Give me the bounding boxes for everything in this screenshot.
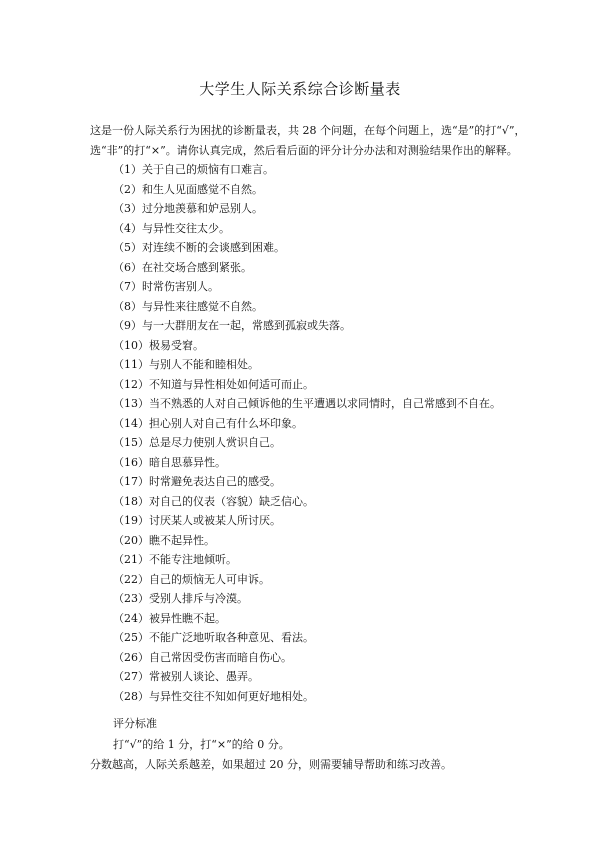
question-number: （7） bbox=[113, 280, 142, 293]
question-number: （3） bbox=[113, 202, 142, 215]
question-item bbox=[113, 472, 543, 492]
intro-paragraph: 这是一份人际关系行为困扰的诊断量表，共 28 个问题，在每个问题上，选“是”的打“√”，选“非”的打“×”。请你认真完成，然后看后面的评分计分办法和对测验结果作出的解释。 bbox=[90, 124, 526, 157]
question-number: （5） bbox=[113, 241, 142, 254]
scoring-heading: 评分标准 bbox=[113, 717, 157, 730]
question-number: （6） bbox=[113, 260, 142, 274]
scoring-rule: 打“√”的给 1 分，打“×”的给 0 分。 bbox=[113, 738, 290, 751]
question-number: （18） bbox=[113, 494, 149, 508]
question-number: （27） bbox=[113, 670, 149, 683]
question-text: 讨厌某人或被某人所讨厌。 bbox=[149, 514, 281, 527]
question-text: 自己常因受伤害而暗自伤心。 bbox=[149, 650, 292, 664]
question-number: （13） bbox=[113, 397, 149, 410]
question-number: （21） bbox=[113, 553, 149, 566]
question-number: （10） bbox=[113, 338, 149, 352]
question-number: （11） bbox=[113, 358, 149, 371]
question-item bbox=[113, 433, 543, 453]
question-text: 当不熟悉的人对自己倾诉他的生平遭遇以求同情时，自己常感到不自在。 bbox=[149, 397, 501, 410]
question-text: 在社交场合感到紧张。 bbox=[142, 260, 252, 274]
question-number: （2） bbox=[113, 182, 142, 196]
question-item bbox=[113, 336, 543, 356]
question-item bbox=[113, 258, 543, 278]
question-text: 不能广泛地听取各种意见、看法。 bbox=[149, 631, 314, 644]
question-number: （19） bbox=[113, 514, 149, 527]
question-text: 极易受窘。 bbox=[149, 338, 204, 352]
question-item bbox=[113, 648, 543, 668]
question-number: （25） bbox=[113, 631, 149, 644]
question-text: 暗自思慕异性。 bbox=[149, 455, 226, 469]
question-text: 时常伤害别人。 bbox=[142, 280, 219, 293]
question-number: （20） bbox=[113, 533, 149, 547]
question-item bbox=[113, 277, 543, 297]
question-text: 关于自己的烦恼有口难言。 bbox=[142, 163, 274, 176]
question-item bbox=[113, 453, 543, 473]
question-number: （1） bbox=[113, 163, 142, 176]
question-item bbox=[113, 628, 543, 648]
question-item bbox=[113, 609, 543, 629]
question-text: 常被别人谈论、愚弄。 bbox=[149, 670, 259, 683]
question-item bbox=[113, 589, 543, 609]
question-item bbox=[113, 297, 543, 317]
question-number: （4） bbox=[113, 221, 142, 235]
question-number: （26） bbox=[113, 650, 149, 664]
question-item bbox=[113, 180, 543, 200]
question-number: （16） bbox=[113, 455, 149, 469]
question-number: （8） bbox=[113, 299, 142, 313]
question-number: （9） bbox=[113, 319, 142, 332]
question-number: （28） bbox=[113, 689, 149, 703]
question-item bbox=[113, 394, 543, 414]
question-number: （15） bbox=[113, 436, 149, 449]
question-item bbox=[113, 667, 543, 687]
question-number: （22） bbox=[113, 572, 149, 586]
question-text: 与一大群朋友在一起，常感到孤寂或失落。 bbox=[142, 319, 351, 332]
question-item bbox=[113, 375, 543, 395]
question-item bbox=[113, 414, 543, 434]
question-text: 对自己的仪表（容貌）缺乏信心。 bbox=[149, 494, 314, 508]
document-title: 大学生人际关系综合诊断量表 bbox=[199, 80, 401, 98]
question-item bbox=[113, 355, 543, 375]
question-number: （24） bbox=[113, 611, 149, 625]
question-text: 被异性瞧不起。 bbox=[149, 611, 226, 625]
question-item bbox=[113, 492, 543, 512]
question-text: 和生人见面感觉不自然。 bbox=[142, 182, 263, 196]
question-text: 与异性交往太少。 bbox=[142, 221, 230, 235]
question-item bbox=[113, 687, 543, 707]
question-text: 自己的烦恼无人可申诉。 bbox=[149, 572, 270, 586]
question-item bbox=[113, 531, 543, 551]
question-text: 担心别人对自己有什么坏印象。 bbox=[149, 416, 303, 430]
question-text: 与别人不能和睦相处。 bbox=[149, 358, 259, 371]
question-item bbox=[113, 238, 543, 258]
question-text: 与异性交往不知如何更好地相处。 bbox=[149, 689, 314, 703]
question-item bbox=[113, 316, 543, 336]
question-item bbox=[113, 219, 543, 239]
question-text: 与异性来往感觉不自然。 bbox=[142, 299, 263, 313]
question-item bbox=[113, 160, 543, 180]
question-number: （17） bbox=[113, 475, 149, 488]
question-number: （23） bbox=[113, 592, 149, 605]
question-text: 过分地羡慕和妒忌别人。 bbox=[142, 202, 263, 215]
question-text: 受别人排斥与冷漠。 bbox=[149, 592, 248, 605]
question-item bbox=[113, 511, 543, 531]
question-item bbox=[113, 550, 543, 570]
question-item bbox=[113, 570, 543, 590]
question-text: 对连续不断的会谈感到困难。 bbox=[142, 241, 285, 254]
question-text: 瞧不起异性。 bbox=[149, 533, 215, 547]
question-number: （14） bbox=[113, 416, 149, 430]
question-number: （12） bbox=[113, 377, 149, 391]
scoring-note: 分数越高，人际关系越差，如果超过 20 分，则需要辅导帮助和练习改善。 bbox=[90, 758, 452, 771]
question-item bbox=[113, 199, 543, 219]
question-text: 总是尽力使别人赏识自己。 bbox=[149, 436, 281, 449]
question-list bbox=[113, 160, 543, 706]
question-text: 不知道与异性相处如何适可而止。 bbox=[149, 377, 314, 391]
question-text: 时常避免表达自己的感受。 bbox=[149, 475, 281, 488]
question-text: 不能专注地倾听。 bbox=[149, 553, 237, 566]
